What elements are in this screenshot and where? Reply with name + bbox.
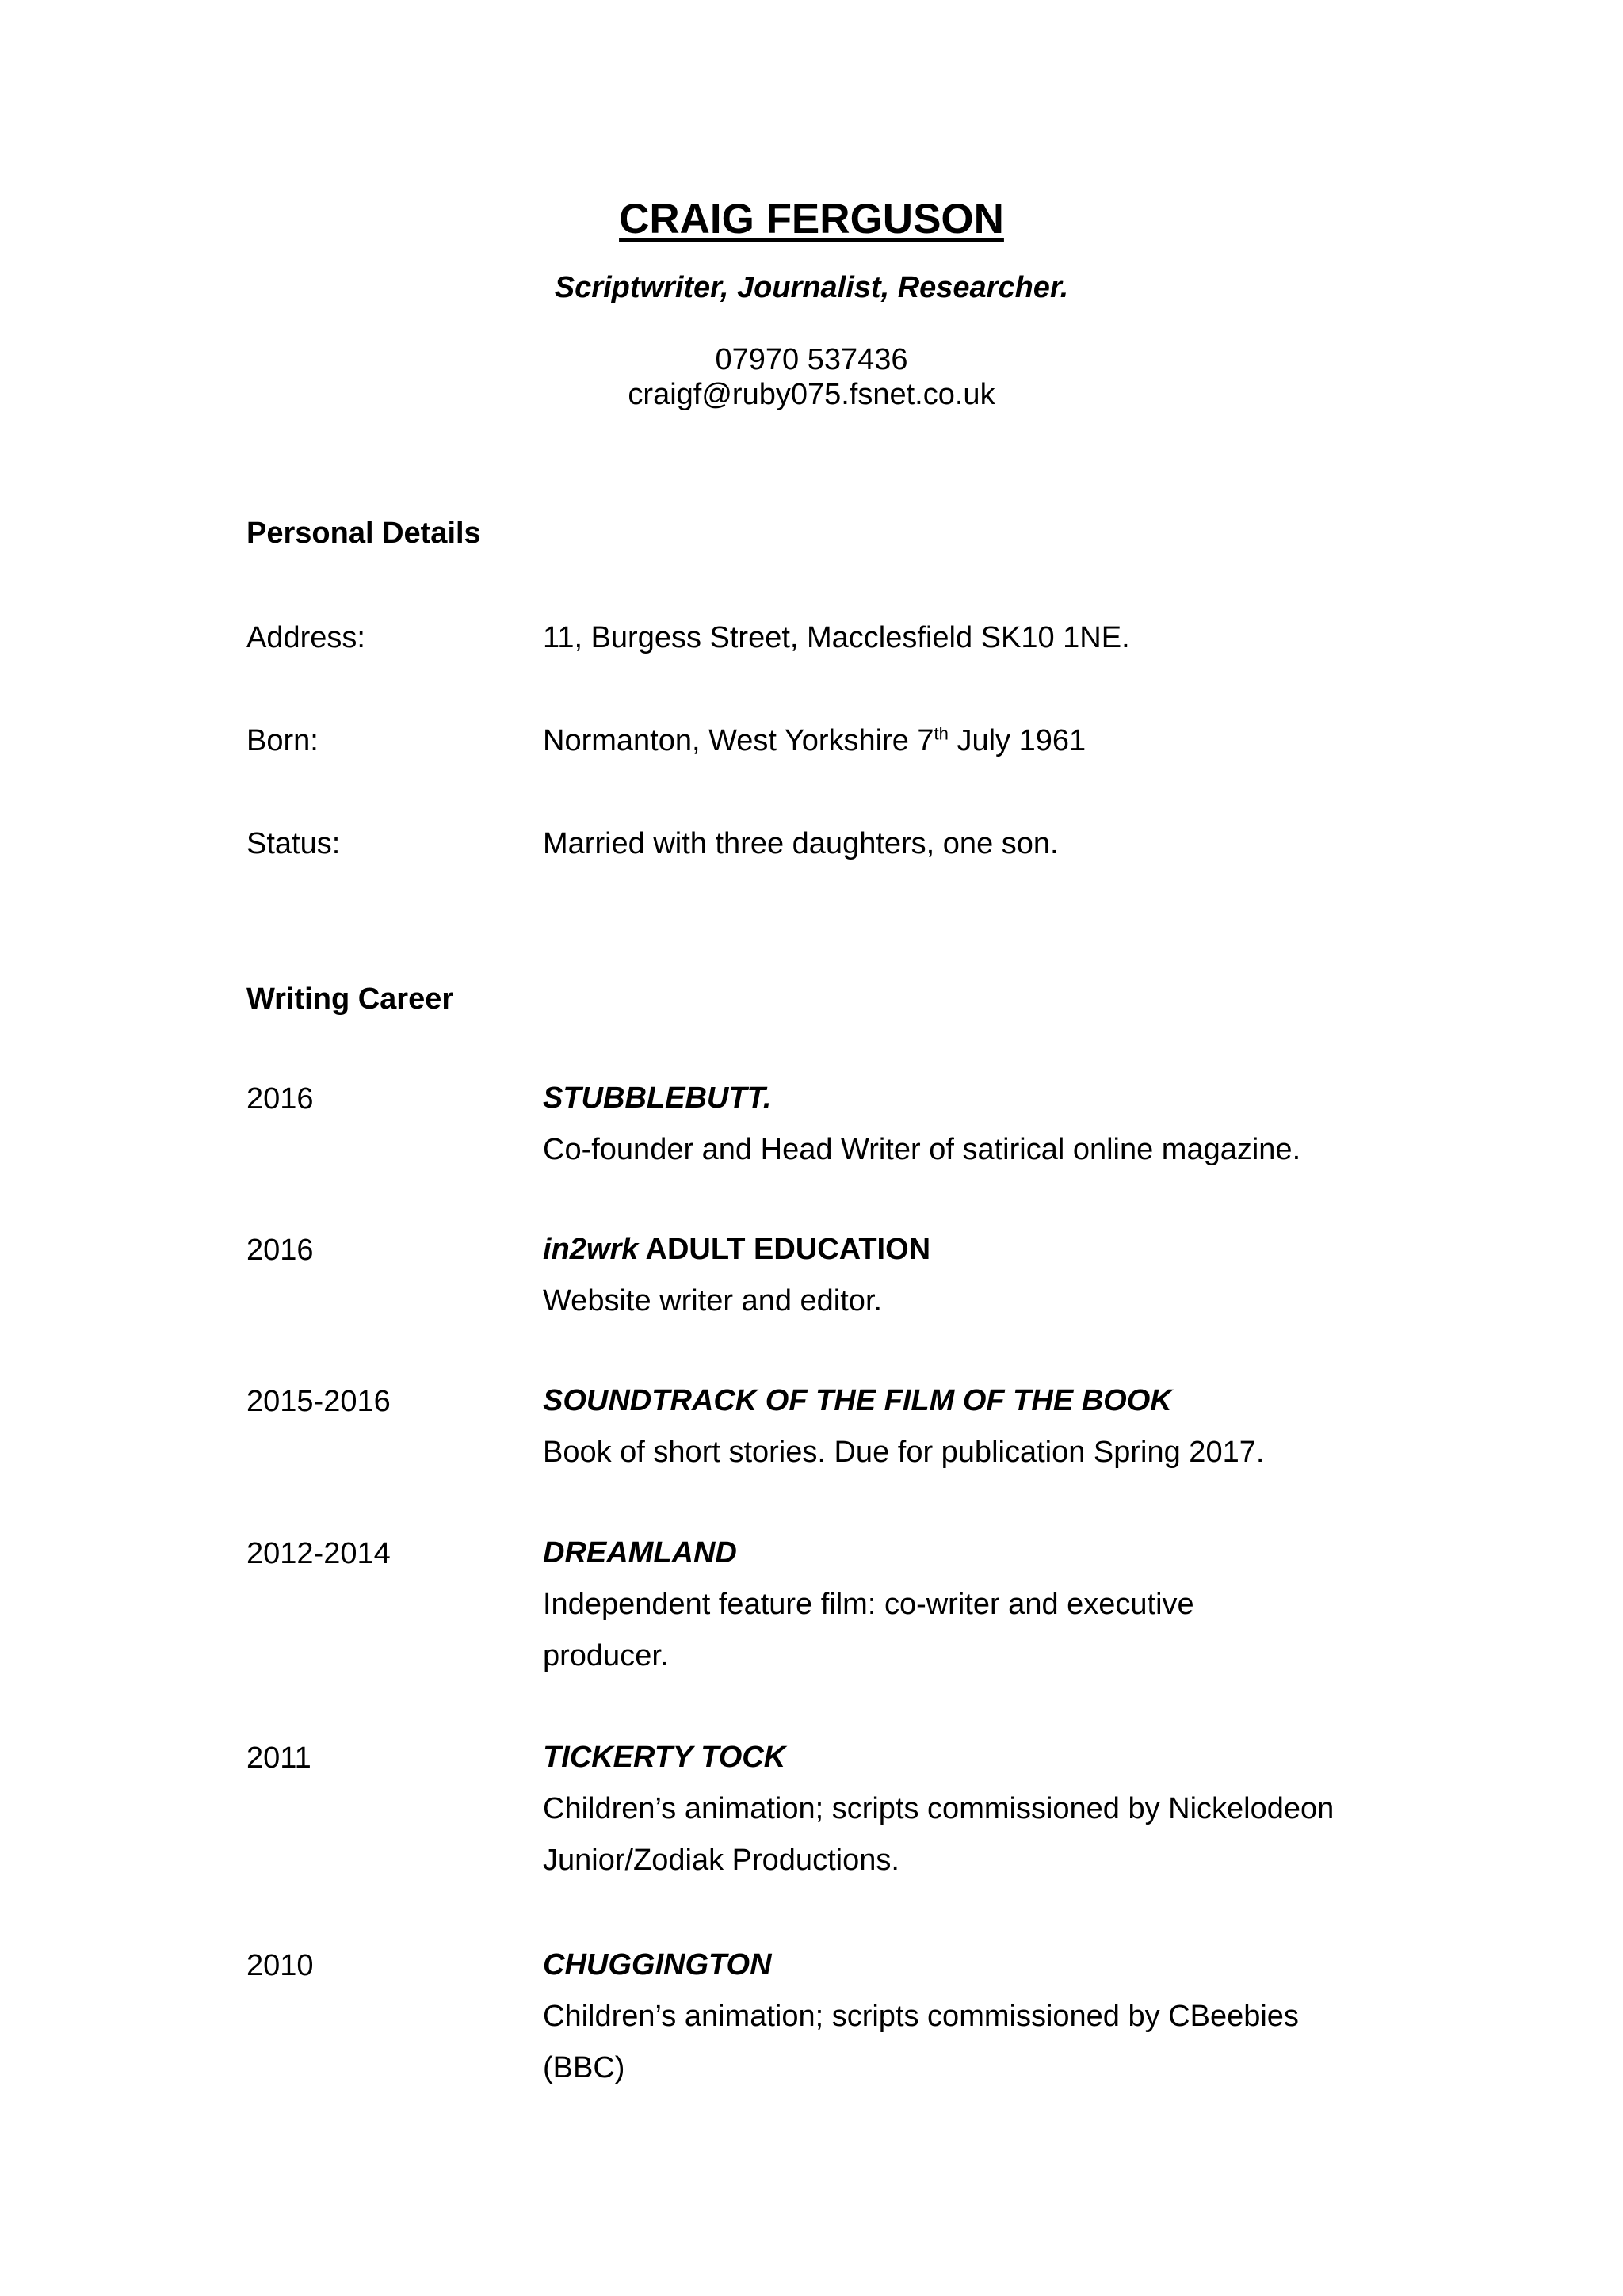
career-entry-description: Children’s animation; scripts commissioned by CBeebies (BBC) [543,2000,1299,2084]
section-title-personal-details: Personal Details [246,517,481,550]
career-entry-year: 2016 [246,1082,314,1116]
career-entry-year: 2012-2014 [246,1537,391,1570]
career-entry [543,1375,1375,1478]
email-address: craigf@ruby075.fsnet.co.uk [628,378,995,411]
career-entry-title [543,1527,1256,1579]
status-label: Status: [246,827,341,860]
career-entry-title [543,1072,1375,1124]
candidate-subtitle: Scriptwriter, Journalist, Researcher. [554,271,1069,304]
career-entry-description: Website writer and editor. [543,1284,883,1318]
career-entry-year: 2015-2016 [246,1385,391,1418]
career-entry [543,1527,1256,1682]
career-entry-description: Independent feature film: co-writer and executive producer. [543,1588,1194,1672]
career-entry-title-italic: CHUGGINGTON [543,1948,772,1981]
career-entry-year: 2016 [246,1234,314,1267]
career-entry-year: 2010 [246,1949,314,1982]
career-entry-title [543,1939,1319,1991]
career-entry-title [543,1731,1351,1783]
born-value-ordinal: th [934,723,949,744]
career-entry-description: Co-founder and Head Writer of satirical online magazine. [543,1133,1301,1166]
section-title-writing-career: Writing Career [246,982,454,1016]
career-entry [543,1731,1351,1886]
career-entry-title-italic: STUBBLEBUTT. [543,1081,772,1115]
address-label: Address: [246,621,365,654]
career-entry [543,1223,1375,1327]
career-entry-title-italic: TICKERTY TOCK [543,1741,786,1774]
career-entry-title-rest: ADULT EDUCATION [638,1233,931,1266]
address-value: 11, Burgess Street, Macclesfield SK10 1NE. [543,621,1130,654]
career-entry-description: Children’s animation; scripts commissioned by Nickelodeon Junior/Zodiak Productions. [543,1792,1335,1877]
career-entry [543,1939,1319,2094]
career-entry-title-italic: DREAMLAND [543,1536,737,1569]
status-value: Married with three daughters, one son. [543,827,1059,860]
career-entry-title [543,1375,1375,1427]
career-entry [543,1072,1375,1176]
born-label: Born: [246,724,319,757]
born-value [543,724,1415,758]
born-value-text: Normanton, West Yorkshire 7 [543,724,934,757]
career-entry-title [543,1223,1375,1276]
phone-number: 07970 537436 [715,343,908,376]
born-value-month-year: July 1961 [948,724,1086,757]
career-entry-description: Book of short stories. Due for publication Spring 2017. [543,1436,1265,1469]
career-entry-title-italic: in2wrk [543,1233,639,1266]
career-entry-title-italic: SOUNDTRACK OF THE FILM OF THE BOOK [543,1384,1172,1417]
career-entry-year: 2011 [246,1741,311,1775]
contact-block [0,342,1623,412]
candidate-name: CRAIG FERGUSON [619,196,1004,242]
